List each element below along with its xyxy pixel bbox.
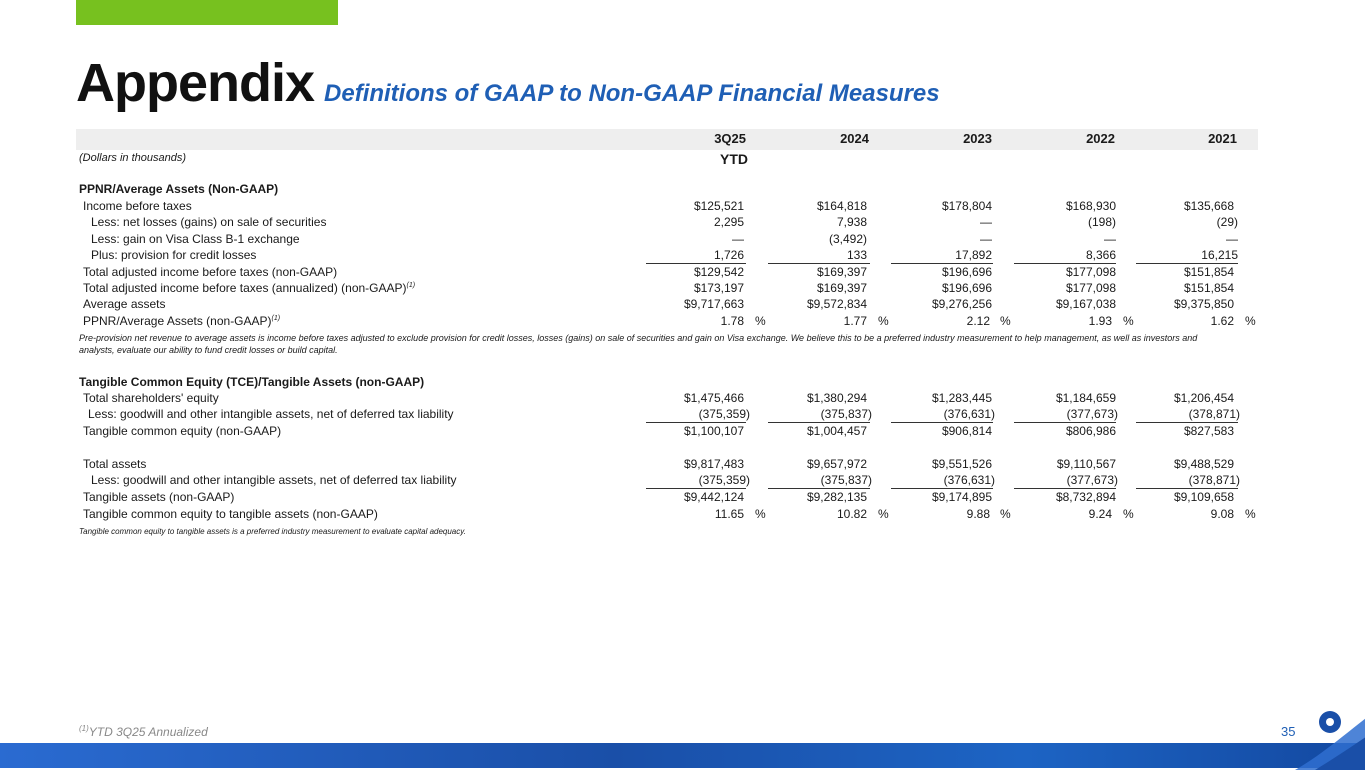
table-row <box>0 424 1365 440</box>
row-label: Less: goodwill and other intangible assets, net of deferred tax liability <box>91 473 457 487</box>
row-label: Total adjusted income before taxes (non-GAAP) <box>83 265 338 279</box>
cell: $196,696 <box>941 281 992 295</box>
subtotal-rule <box>646 422 746 423</box>
cell: $169,397 <box>816 265 867 279</box>
subtotal-rule <box>1014 422 1116 423</box>
cell: $173,197 <box>693 281 744 295</box>
cell: 2,295 <box>713 215 744 229</box>
percent-sign: % <box>878 507 889 521</box>
row-label: Plus: provision for credit losses <box>91 248 257 262</box>
units-label: (Dollars in thousands) <box>79 152 186 164</box>
table-row <box>0 248 1365 264</box>
subtotal-rule <box>1014 263 1116 264</box>
cell: $9,282,135 <box>806 490 867 504</box>
cell: 1.93 <box>1088 314 1112 328</box>
cell: — <box>732 232 744 246</box>
cell: (378,871) <box>1188 407 1240 421</box>
percent-sign: % <box>1123 314 1134 328</box>
percent-sign: % <box>878 314 889 328</box>
cell: 1,726 <box>713 248 744 262</box>
cell: $827,583 <box>1183 424 1234 438</box>
cell: $9,572,834 <box>806 297 867 311</box>
cell: 16,215 <box>1201 248 1238 262</box>
percent-sign: % <box>1000 507 1011 521</box>
cell: $1,184,659 <box>1055 391 1116 405</box>
column-header-3q25: 3Q25 <box>714 131 746 146</box>
cell: 133 <box>846 248 867 262</box>
percent-sign: % <box>1000 314 1011 328</box>
cell: $129,542 <box>693 265 744 279</box>
cell: $9,442,124 <box>683 490 744 504</box>
table-row <box>0 265 1365 281</box>
subtotal-rule <box>891 422 993 423</box>
cell: 17,892 <box>955 248 992 262</box>
cell: $125,521 <box>693 199 744 213</box>
subtotal-rule <box>891 488 993 489</box>
footnote-ref: (1) <box>271 315 281 322</box>
cell: 11.65 <box>714 507 744 521</box>
table-row <box>0 490 1365 506</box>
row-label: Less: net losses (gains) on sale of securities <box>91 215 327 229</box>
cell: (29) <box>1216 215 1238 229</box>
cell: (198) <box>1087 215 1116 229</box>
cell: 10.82 <box>836 507 867 521</box>
cell: (376,631) <box>943 473 995 487</box>
cell: $9,174,895 <box>931 490 992 504</box>
cell: 1.62 <box>1210 314 1234 328</box>
ppnr-definition-note: Pre-provision net revenue to average assets is income before taxes adjusted to exclude provision for credit losses, losses (gains) on sale of securities and gain on Visa exchange. We believe this to be a preferred industry measurement to help management, as well as investors and analysts, evaluate our ability to fund credit losses or build capital. <box>79 333 1198 355</box>
row-label: Tangible common equity (non-GAAP) <box>83 424 282 438</box>
cell: 9.24 <box>1088 507 1112 521</box>
cell: (376,631) <box>943 407 995 421</box>
subtotal-rule <box>1136 488 1238 489</box>
row-label: Total adjusted income before taxes (annualized) (non-GAAP)$^{(1)}$ <box>83 281 416 295</box>
cell: $135,668 <box>1183 199 1234 213</box>
cell: $1,475,466 <box>683 391 744 405</box>
table-row <box>0 281 1365 297</box>
cell: $9,657,972 <box>806 457 867 471</box>
cell: $8,732,894 <box>1055 490 1116 504</box>
cell: $1,206,454 <box>1173 391 1234 405</box>
table-row <box>0 407 1365 423</box>
section-heading-tce: Tangible Common Equity (TCE)/Tangible Assets (non-GAAP) <box>79 375 425 389</box>
table-row <box>0 314 1365 330</box>
cell: (3,492) <box>828 232 867 246</box>
percent-sign: % <box>1245 507 1256 521</box>
table-row <box>0 232 1365 248</box>
cell: $9,717,663 <box>683 297 744 311</box>
row-label: Tangible common equity to tangible assets (non-GAAP) <box>83 507 378 521</box>
table-row <box>0 473 1365 489</box>
cell: $9,167,038 <box>1055 297 1116 311</box>
cell: — <box>1226 232 1238 246</box>
cell: 1.77 <box>843 314 867 328</box>
percent-sign: % <box>1123 507 1134 521</box>
subtotal-rule <box>1136 263 1238 264</box>
row-label: Income before taxes <box>83 199 192 213</box>
cell: — <box>1104 232 1116 246</box>
accent-bar <box>76 0 338 25</box>
subtotal-rule <box>768 488 870 489</box>
cell: — <box>980 215 992 229</box>
cell: $164,818 <box>816 199 867 213</box>
subtotal-rule <box>1014 488 1116 489</box>
subtotal-rule <box>768 263 870 264</box>
cell: $9,276,256 <box>931 297 992 311</box>
tce-definition-note: Tangible common equity to tangible assets is a preferred industry measurement to evaluate capital adequacy. <box>79 527 466 536</box>
cell: $151,854 <box>1183 265 1234 279</box>
section-heading-ppnr: PPNR/Average Assets (Non-GAAP) <box>79 182 279 196</box>
footnote: $^{(1)}$YTD 3Q25 Annualized <box>79 724 208 739</box>
row-label: Less: goodwill and other intangible assets, net of deferred tax liability <box>88 407 454 421</box>
subtotal-rule <box>646 263 746 264</box>
cell: (377,673) <box>1066 407 1118 421</box>
page-number: 35 <box>1281 724 1296 739</box>
cell: 7,938 <box>836 215 867 229</box>
cell: $9,817,483 <box>683 457 744 471</box>
cell: $196,696 <box>941 265 992 279</box>
column-header-2022: 2022 <box>1086 131 1115 146</box>
cell: $806,986 <box>1065 424 1116 438</box>
cell: $9,375,850 <box>1173 297 1234 311</box>
subtotal-rule <box>891 263 993 264</box>
subtotal-rule <box>646 488 746 489</box>
footnote-ref: (1) <box>406 282 416 289</box>
table-row <box>0 215 1365 231</box>
cell: $169,397 <box>816 281 867 295</box>
row-label: Average assets <box>83 297 166 311</box>
percent-sign: % <box>1245 314 1256 328</box>
cell: (375,837) <box>820 473 872 487</box>
title-subtitle: Definitions of GAAP to Non-GAAP Financial Measures <box>324 80 940 107</box>
cell: (377,673) <box>1066 473 1118 487</box>
table-row <box>0 199 1365 215</box>
column-header-2024: 2024 <box>840 131 869 146</box>
cell: $9,551,526 <box>931 457 992 471</box>
cell: 2.12 <box>966 314 990 328</box>
cell: $177,098 <box>1065 281 1116 295</box>
table-row <box>0 391 1365 407</box>
row-label: Total shareholders' equity <box>83 391 219 405</box>
cell: $1,380,294 <box>806 391 867 405</box>
row-label: Tangible assets (non-GAAP) <box>83 490 235 504</box>
cell: $177,098 <box>1065 265 1116 279</box>
cell: (378,871) <box>1188 473 1240 487</box>
page-title <box>76 52 940 114</box>
cell: 8,366 <box>1085 248 1116 262</box>
cell: $9,110,567 <box>1056 457 1116 471</box>
cell: $9,109,658 <box>1173 490 1234 504</box>
row-label: Less: gain on Visa Class B-1 exchange <box>91 232 300 246</box>
ytd-label: YTD <box>720 151 748 167</box>
percent-sign: % <box>755 314 766 328</box>
table-row <box>0 297 1365 313</box>
cell: (375,359) <box>698 473 750 487</box>
footer-band <box>0 743 1365 768</box>
cell: 9.08 <box>1210 507 1234 521</box>
cell: $1,283,445 <box>931 391 992 405</box>
footnote-marker: (1) <box>79 724 89 733</box>
brand-ampersand-logo <box>1290 680 1365 770</box>
title-main: Appendix <box>76 53 315 113</box>
cell: $906,814 <box>941 424 992 438</box>
percent-sign: % <box>755 507 766 521</box>
column-header-2023: 2023 <box>963 131 992 146</box>
subtotal-rule <box>768 422 870 423</box>
cell: $151,854 <box>1183 281 1234 295</box>
cell: (375,837) <box>820 407 872 421</box>
cell: $1,100,107 <box>683 424 744 438</box>
cell: (375,359) <box>698 407 750 421</box>
row-label: Total assets <box>83 457 147 471</box>
cell: $178,804 <box>941 199 992 213</box>
cell: $9,488,529 <box>1173 457 1234 471</box>
cell: 9.88 <box>966 507 990 521</box>
cell: $1,004,457 <box>806 424 867 438</box>
subtotal-rule <box>1136 422 1238 423</box>
cell: 1.78 <box>720 314 744 328</box>
table-row <box>0 507 1365 523</box>
row-label: PPNR/Average Assets (non-GAAP)$^{(1)}$ <box>83 314 281 328</box>
cell: $168,930 <box>1065 199 1116 213</box>
column-header-2021: 2021 <box>1208 131 1237 146</box>
table-row <box>0 457 1365 473</box>
cell: — <box>980 232 992 246</box>
